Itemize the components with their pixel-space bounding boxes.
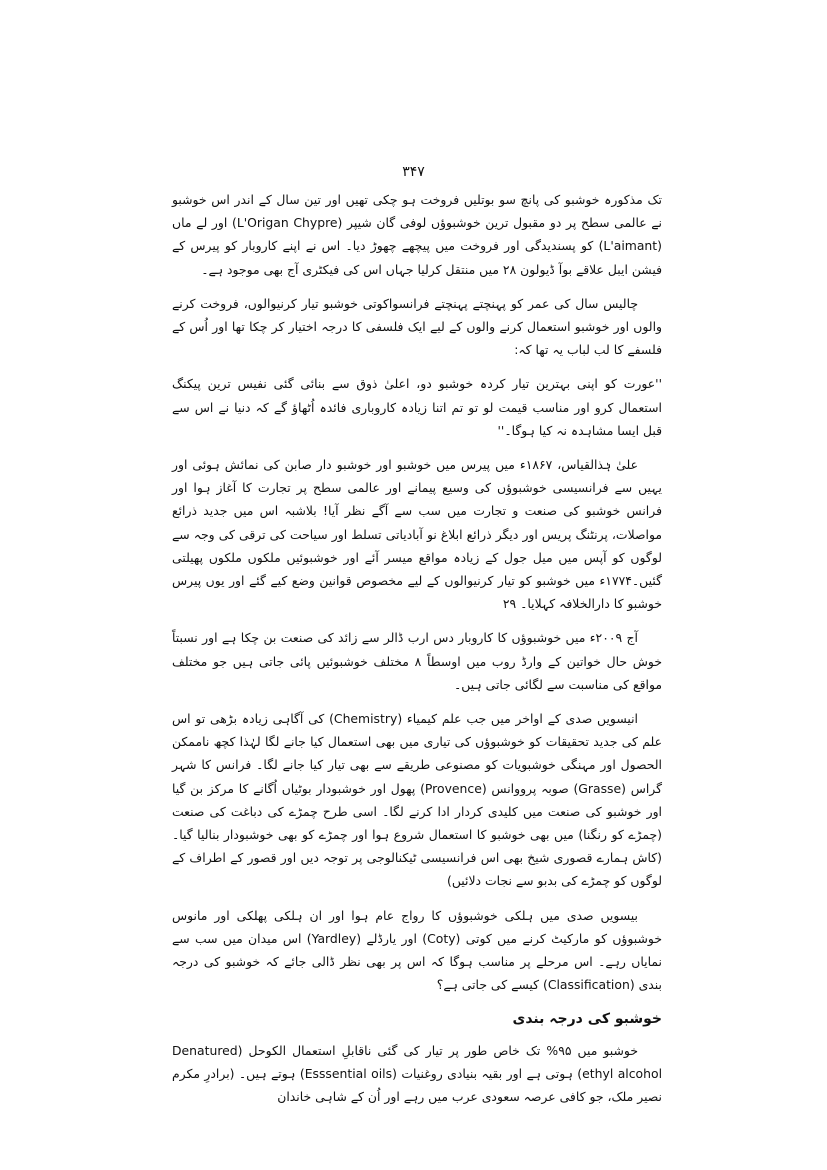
paragraph-5: انیسویں صدی کے اواخر میں جب علم کیمیاء (Chemistry) کی آگاہی زیادہ بڑھی تو اس علم کی جدید تحقیقات کو خوشبوؤں کی تیاری میں بھی استعمال کیا جانے لگا لہٰذا کچھ ناممکن الحصول اور مہنگی خوشبویات کو مصنوعی طریقے سے بھی تیار کیا جانے لگا۔ فرانس کا شہر گراس (Grasse) صوبہ پرووانس (Provence) پھول اور خوشبودار بوٹیاں اُگانے کا مرکز بن گیا اور خوشبو کی صنعت میں کلیدی کردار ادا کرنے لگا۔ اسی طرح چمڑے کی دباغت کی صنعت (چمڑے کو رنگنا) میں بھی خوشبو کا استعمال شروع ہوا اور چمڑے کو بھی خوشبودار بنالیا گیا۔ (کاش ہمارے قصوری شیخ بھی اس فرانسیسی ٹیکنالوجی پر توجہ دیں اور قصور کے اطراف کے لوگوں کو چمڑے کی بدبو سے نجات دلائیں) (172, 711, 663, 889)
quote-paragraph: ''عورت کو اپنی بہترین تیار کردہ خوشبو دو، اعلیٰ ذوق سے بنائی گئی نفیس ترین پیکنگ استعمال کرو اور مناسب قیمت لو تو تم اتنا زیادہ کاروباری فائدہ اُٹھاؤ گے کہ دنیا نے اس سے قبل ایسا مشاہدہ نہ کیا ہوگا۔'' (172, 376, 662, 438)
paragraph-3: علیٰ ہٰذالقیاس، ۱۸۶۷ء میں پیرس میں خوشبو اور خوشبو دار صابن کی نمائش ہوئی اور یہیں سے فرانسیسی خوشبوؤں کی وسیع پیمانے اور عالمی سطح پر تجارت کا آغاز ہوا اور فرانس خوشبو کی صنعت و تجارت میں سب سے آگے نظر آیا! بلاشبہ اس میں جدید ذرائع مواصلات، پرنٹنگ پریس اور دیگر ذرائع ابلاغ نو آبادیاتی تسلط اور سیاحت کی ترقی کی وجہ سے لوگوں کو آپس میں میل جول کے زیادہ مواقع میسر آئے اور خوشبوئیں ملکوں ملکوں پھیلتی گئیں۔۱۷۷۴ء میں خوشبو کو تیار کرنیوالوں کے لیے مخصوص قوانین وضع کیے گئے اور یوں پیرس خوشبو کا دارالخلافہ کہلایا۔ ۲۹ (172, 457, 662, 612)
page-number: ۳۴۷ (402, 164, 425, 180)
paragraph-6: بیسویں صدی میں ہلکی خوشبوؤں کا رواج عام ہوا اور ان ہلکی پھلکی اور مانوس خوشبوؤں کو مارکیٹ کرنے میں کوتی (Coty) اور یارڈلے (Yardley) اس میدان میں سب سے نمایاں رہے۔ اس مرحلے پر مناسب ہوگا کہ اس پر بھی نظر ڈالی جائے کہ خوشبو کی درجہ بندی (Classification) کیسے کی جاتی ہے؟ (172, 907, 662, 993)
paragraph-1: تک مذکورہ خوشبو کی پانچ سو بوتلیں فروخت ہو چکی تھیں اور تین سال کے اندر اس خوشبو نے عالمی سطح پر دو مقبول ترین خوشبوؤں لوفی گان شیپر (L'Origan Chypre) اور لے ماں (L'aimant) کو پسندیدگی اور فروخت میں پیچھے چھوڑ دیا۔ اس نے اپنے کاروبار کو پیرس کے فیشن ایبل علاقے بوآ ڈیولون ۲۸ میں منتقل کرلیا جہاں اس کی فیکٹری آج بھی موجود ہے۔ (172, 192, 662, 277)
section-heading: خوشبو کی درجہ بندی (512, 1010, 662, 1027)
paragraph-4: آج ۲۰۰۹ء میں خوشبوؤں کا کاروبار دس ارب ڈالر سے زائد کی صنعت بن چکا ہے اور نسبتاً خوش حال خواتین کے وارڈ روب میں اوسطاً ۸ مختلف خوشبوئیں پائی جاتی ہیں جو مختلف مواقع کی مناسبت سے لگائی جاتی ہیں۔ (172, 630, 662, 692)
section-paragraph: خوشبو میں ۹۵% تک خاص طور پر تیار کی گئی ناقابلِ استعمال الکوحل (Denatured ethyl alcohol) ہوتی ہے اور بقیہ بنیادی روغنیات (Esssential oils) ہوتے ہیں۔ (برادرِ مکرم نصیر ملک، جو کافی عرصہ سعودی عرب میں رہے اور اُن کے شاہی خاندان (172, 1042, 663, 1105)
paragraph-2: چالیس سال کی عمر کو پہنچتے پہنچتے فرانسواکوتی خوشبو تیار کرنیوالوں، فروخت کرنے والوں اور خوشبو استعمال کرنے والوں کے لیے ایک فلسفی کا درجہ اختیار کر چکا تھا اور اُس کے فلسفے کا لب لباب یہ تھا کہ: (172, 295, 662, 358)
page-body (172, 188, 662, 1119)
